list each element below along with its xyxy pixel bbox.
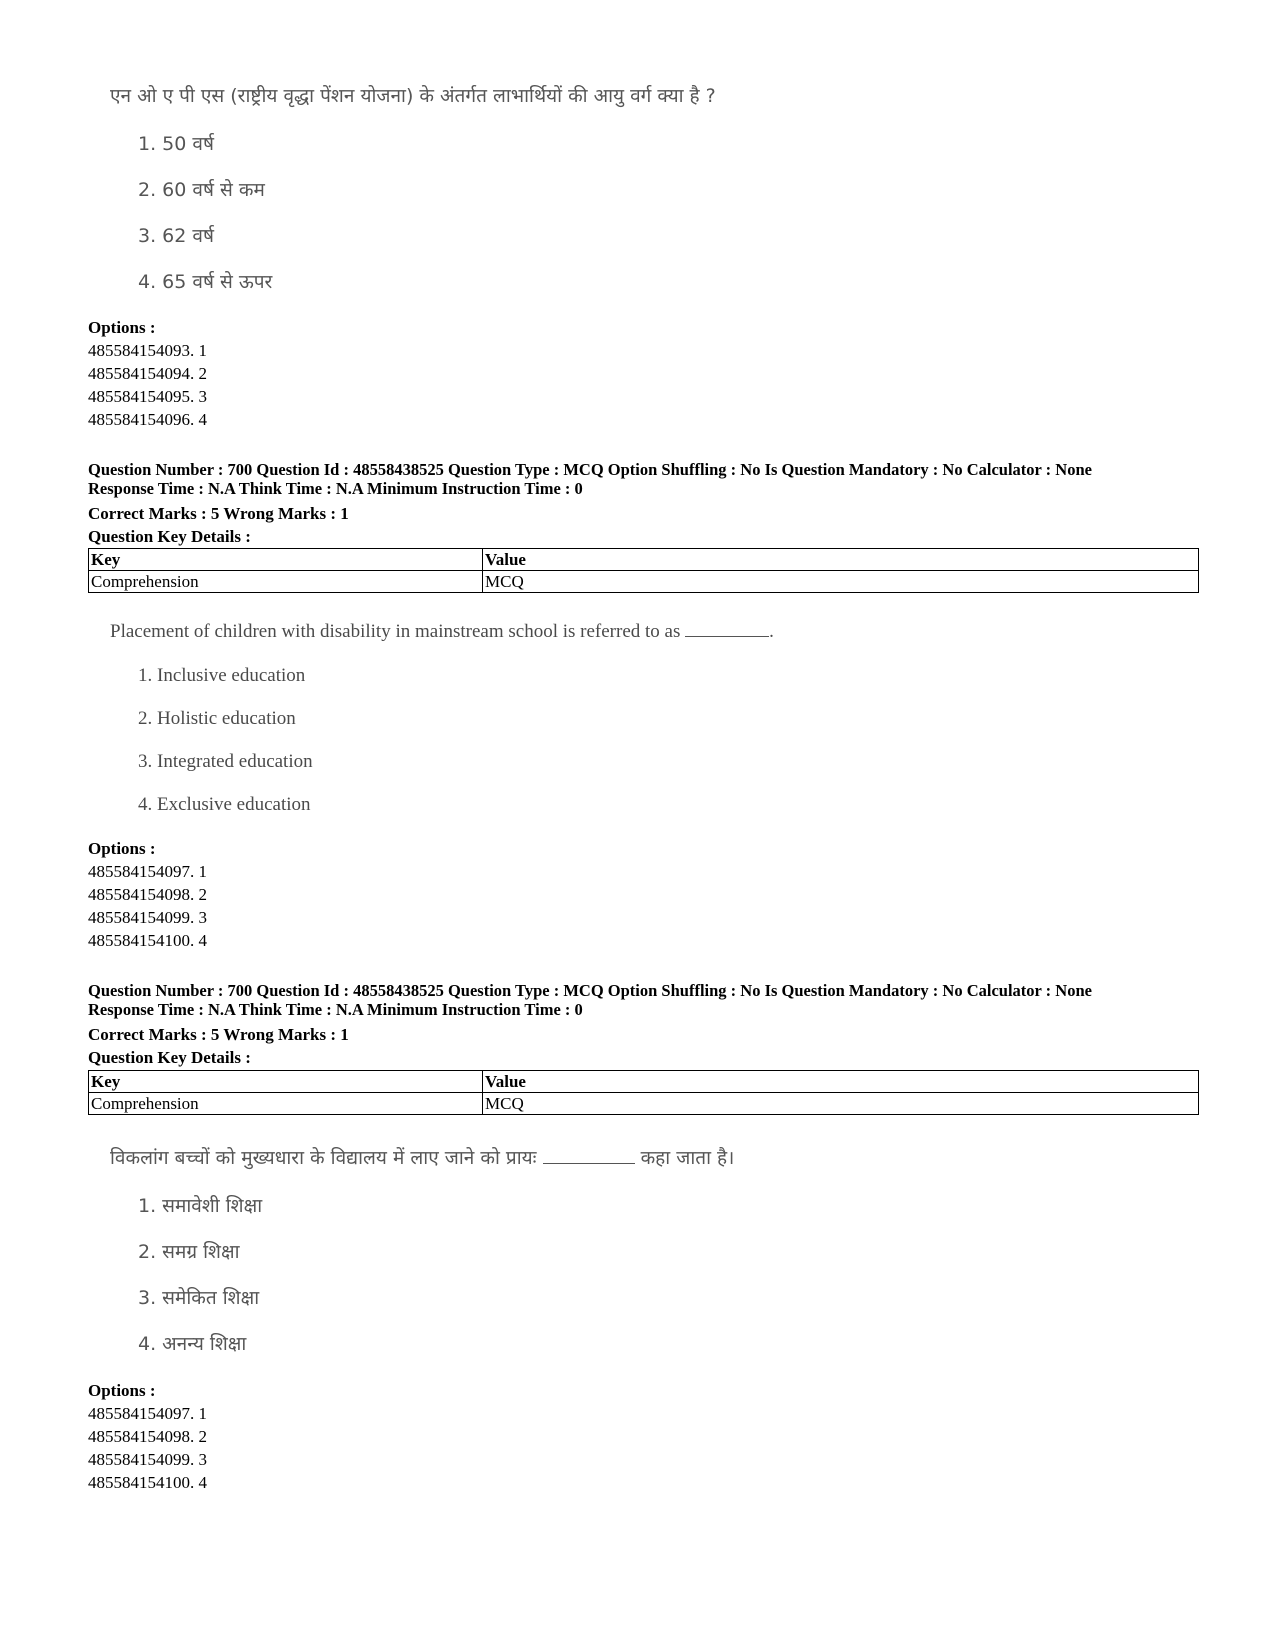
option-id: 485584154093. 1 — [88, 341, 207, 360]
question-meta-line: Response Time : N.A Think Time : N.A Minimum Instruction Time : 0 — [88, 479, 583, 498]
option-id: 485584154098. 2 — [88, 885, 207, 904]
choice-1: 1. 50 वर्ष — [138, 133, 214, 155]
choice-4: 4. 65 वर्ष से ऊपर — [138, 271, 273, 293]
answer-blank — [543, 1163, 635, 1164]
option-id: 485584154100. 4 — [88, 1473, 207, 1492]
option-id: 485584154098. 2 — [88, 1427, 207, 1446]
question-text-main: Placement of children with disability in mainstream school is referred to as — [110, 621, 681, 642]
options-block-3 — [88, 1379, 1198, 1494]
option-id: 485584154099. 3 — [88, 908, 207, 927]
option-id: 485584154096. 4 — [88, 410, 207, 429]
table-header-row — [89, 1071, 1199, 1093]
options-block-1 — [88, 316, 1198, 431]
choice-3: 3. 62 वर्ष — [138, 225, 214, 247]
options-label: Options : — [88, 318, 156, 337]
options-block-2 — [88, 837, 1198, 952]
question-suffix: कहा जाता है। — [640, 1147, 735, 1169]
option-id: 485584154097. 1 — [88, 1404, 207, 1423]
choice-2: 2. Holistic education — [138, 708, 296, 729]
question-text: एन ओ ए पी एस (राष्ट्रीय वृद्धा पेंशन योजना) के अंतर्गत लाभार्थियों की आयु वर्ग क्या है ? — [110, 85, 716, 107]
key-details-label-3: Question Key Details : — [88, 1048, 251, 1067]
option-id: 485584154099. 3 — [88, 1450, 207, 1469]
choice-1: 1. Inclusive education — [138, 665, 306, 686]
marks-2: Correct Marks : 5 Wrong Marks : 1 — [88, 504, 349, 523]
question-image-3 — [110, 1146, 735, 1355]
choice-2: 2. समग्र शिक्षा — [138, 1241, 240, 1263]
choice-2: 2. 60 वर्ष से कम — [138, 179, 265, 201]
table-cell-key: Comprehension — [89, 1093, 483, 1115]
question-meta-2 — [88, 460, 1198, 498]
option-id: 485584154094. 2 — [88, 364, 207, 383]
question-meta-line: Response Time : N.A Think Time : N.A Minimum Instruction Time : 0 — [88, 1000, 583, 1019]
key-details-table-3 — [88, 1070, 1199, 1115]
choice-4: 4. Exclusive education — [138, 794, 311, 815]
key-details-table-2 — [88, 548, 1199, 593]
question-text — [110, 1146, 734, 1170]
option-id: 485584154100. 4 — [88, 931, 207, 950]
question-meta-3 — [88, 981, 1198, 1019]
question-text — [110, 620, 774, 644]
options-label: Options : — [88, 839, 156, 858]
choice-1: 1. समावेशी शिक्षा — [138, 1195, 263, 1217]
options-label: Options : — [88, 1381, 156, 1400]
question-meta-line: Question Number : 700 Question Id : 48558438525 Question Type : MCQ Option Shuffling : No Is Question Mandatory : No Calculator : None — [88, 460, 1092, 479]
choice-3: 3. समेकित शिक्षा — [138, 1287, 260, 1309]
question-image-2 — [110, 620, 774, 815]
option-id: 485584154095. 3 — [88, 387, 207, 406]
table-header-row — [89, 549, 1199, 571]
table-header-value: Value — [483, 1071, 1199, 1093]
question-suffix: . — [769, 621, 774, 642]
question-image-1 — [110, 84, 716, 293]
choice-3: 3. Integrated education — [138, 751, 313, 772]
table-header-key: Key — [89, 1071, 483, 1093]
question-text-main: विकलांग बच्चों को मुख्यधारा के विद्यालय में लाए जाने को प्रायः — [110, 1147, 537, 1169]
choice-4: 4. अनन्य शिक्षा — [138, 1333, 247, 1355]
table-header-value: Value — [483, 549, 1199, 571]
key-details-label-2: Question Key Details : — [88, 527, 251, 546]
question-meta-line: Question Number : 700 Question Id : 48558438525 Question Type : MCQ Option Shuffling : No Is Question Mandatory : No Calculator : None — [88, 981, 1092, 1000]
table-row — [89, 571, 1199, 593]
marks-3: Correct Marks : 5 Wrong Marks : 1 — [88, 1025, 349, 1044]
answer-blank — [685, 636, 769, 637]
table-cell-value: MCQ — [483, 1093, 1199, 1115]
table-cell-value: MCQ — [483, 571, 1199, 593]
table-row — [89, 1093, 1199, 1115]
table-cell-key: Comprehension — [89, 571, 483, 593]
option-id: 485584154097. 1 — [88, 862, 207, 881]
table-header-key: Key — [89, 549, 483, 571]
